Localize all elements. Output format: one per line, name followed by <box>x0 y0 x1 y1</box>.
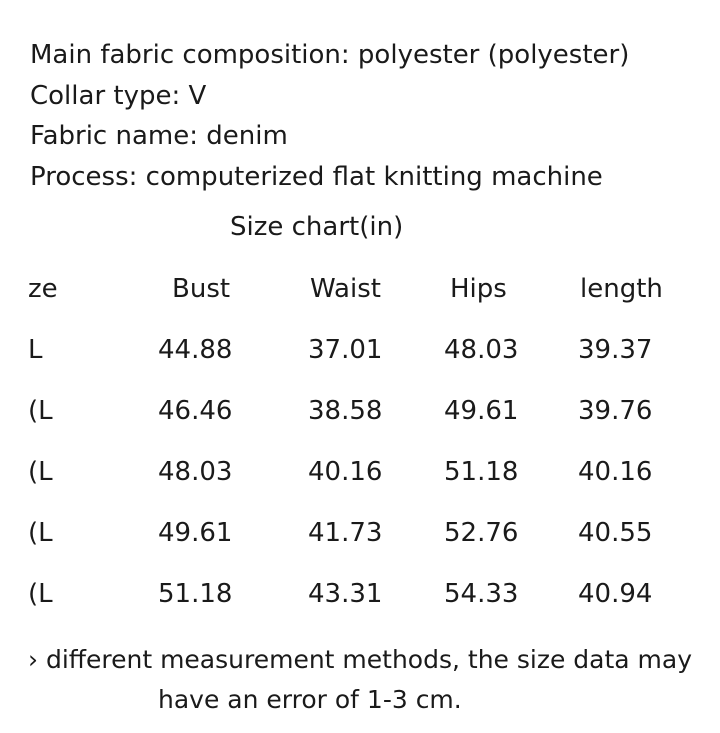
table-cell-size: (L <box>28 457 53 487</box>
table-header-waist: Waist <box>310 274 381 304</box>
spec-process: Process: computerized flat knitting machine <box>30 162 603 192</box>
table-cell-length: 39.76 <box>578 396 653 426</box>
table-cell-bust: 51.18 <box>158 579 233 609</box>
table-cell-waist: 38.58 <box>308 396 383 426</box>
table-cell-length: 40.55 <box>578 518 653 548</box>
table-cell-hips: 48.03 <box>444 335 519 365</box>
table-cell-waist: 43.31 <box>308 579 383 609</box>
note-line-1: › different measurement methods, the size data may <box>28 645 693 674</box>
spec-collar-type: Collar type: V <box>30 81 207 111</box>
table-cell-size: (L <box>28 579 53 609</box>
table-cell-length: 40.94 <box>578 579 653 609</box>
table-cell-hips: 54.33 <box>444 579 519 609</box>
table-cell-bust: 44.88 <box>158 335 233 365</box>
table-header-hips: Hips <box>450 274 507 304</box>
table-cell-waist: 41.73 <box>308 518 383 548</box>
table-header-bust: Bust <box>172 274 231 304</box>
table-cell-bust: 46.46 <box>158 396 233 426</box>
table-header-size: ze <box>28 274 58 304</box>
table-cell-hips: 49.61 <box>444 396 519 426</box>
table-cell-waist: 40.16 <box>308 457 383 487</box>
table-cell-bust: 49.61 <box>158 518 233 548</box>
table-cell-hips: 52.76 <box>444 518 519 548</box>
table-cell-waist: 37.01 <box>308 335 383 365</box>
spec-fabric-composition: Main fabric composition: polyester (polyester) <box>30 40 630 70</box>
table-cell-hips: 51.18 <box>444 457 519 487</box>
table-cell-size: (L <box>28 396 53 426</box>
note-line-2: have an error of 1-3 cm. <box>158 685 462 714</box>
size-chart-title: Size chart(in) <box>230 212 404 242</box>
table-cell-bust: 48.03 <box>158 457 233 487</box>
table-header-length: length <box>580 274 663 304</box>
table-cell-size: L <box>28 335 43 365</box>
table-cell-length: 39.37 <box>578 335 653 365</box>
table-cell-size: (L <box>28 518 53 548</box>
spec-fabric-name: Fabric name: denim <box>30 121 288 151</box>
table-cell-length: 40.16 <box>578 457 653 487</box>
